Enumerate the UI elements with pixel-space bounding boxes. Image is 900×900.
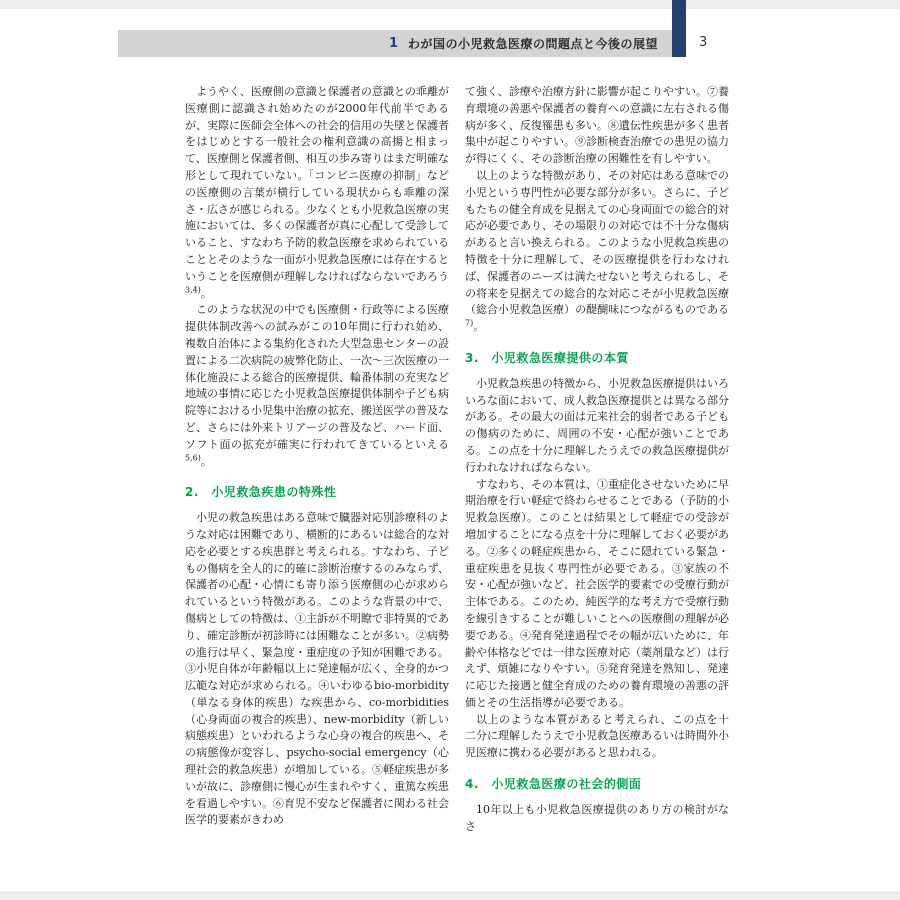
page-edge-bottom xyxy=(0,891,900,900)
paragraph-tail: 。 xyxy=(200,286,212,300)
paragraph-system-improvement xyxy=(185,302,449,470)
chapter-header-band xyxy=(118,30,672,57)
paragraph-disease-characteristics-continued: て強く、診療や治療方針に影響が起こりやすい。⑦養育環境の善悪や保護者の養育への意識に左右される傷病が多く、反復罹患も多い。⑧遺伝性疾患が多く患者集中が起こりやすい。⑨診断検査治療での患児の協力が得にくく、その診断治療の困難性を有しやすい。 xyxy=(465,85,729,166)
reference-marker: 7) xyxy=(465,318,474,328)
chapter-index-bar xyxy=(672,0,686,57)
paragraph-characteristics-summary xyxy=(465,168,729,336)
text-column-right xyxy=(465,84,729,854)
paragraph-text: 以上のような特徴があり、その対応はある意味での小児という専門性が必要な部分が多い。さらに、子どもたちの健全育成を見据えての心身両面での総合的対応が必要であり、その場限りの対応では不十分な傷病があると言い換えられる。このような小児救急疾患の特徴を十分に理解して、その医療提供を行わなければ、保護者のニーズは満たせないと考えられるし、その将来を見据えての総合的な対応こそが小児救急医療（総合小児救急医療）の醍醐味につながるものである xyxy=(465,168,729,317)
section-heading-2: 2. 小児救急疾患の特殊性 xyxy=(185,485,337,500)
paragraph-tail: 。 xyxy=(200,454,212,468)
paragraph-essence-conclusion: 以上のような本質があると考えられ、この点を十二分に理解したうえで小児救急医療あるいは時間外小児医療に携わる必要があると思われる。 xyxy=(465,712,729,760)
text-column-left xyxy=(185,84,449,854)
paragraph-social-aspect: 10年以上も小児救急医療提供のあり方の検討がなさ xyxy=(465,802,729,833)
section-heading-4: 4. 小児救急医療の社会的側面 xyxy=(465,777,642,792)
paragraph-text: このような状況の中でも医療側・行政等による医療提供体制改善への試みがこの10年間に行われ始め、複数自治体による集約化された大型急患センターの設置による二次病院の疲弊化防止、一次〜三次医療の一体化施設による総合的医療提供、輪番体制の充実など地域の事情に応じた小児救急医療提供体制や子ども病院等における小児集中治療の拡充、搬送医学の普及など、さらには外来トリアージの普及など、ハード面、ソフト面の拡充が確実に行われてきているといえる xyxy=(185,303,449,451)
page-number: 3 xyxy=(699,35,708,50)
page-edge-top xyxy=(0,0,900,9)
chapter-number: 1 xyxy=(388,36,398,51)
paragraph-essence-points: すなわち、その本質は、①重症化させないために早期治療を行い軽症で終わらせることである（予防的小児救急医療）。このことは結果として軽症での受診が増加することになる点を十分に理解しておく必要がある。②多くの軽症疾患から、そこに隠れている緊急・重症疾患を見抜く専門性が必要である。③家族の不安・心配が強いなど、社会医学的要素での受療行動が主体である。このため、純医学的な考え方で受療行動を線引きすることが難しいことへの医療側の理解が必要である。④発育発達過程でその幅が広いために、年齢や体格などでは一律な医療対応（薬剤量など）は行えず、煩雑になりやすい。⑤発育発達を熟知し、発達に応じた接遇と健全育成のための養育環境の善悪の評価とその生活指導が必要である。 xyxy=(465,477,729,709)
paragraph-tail: 。 xyxy=(473,320,485,334)
paragraph-awareness-gap xyxy=(185,84,449,302)
two-column-text-body xyxy=(185,84,729,854)
paragraph-disease-characteristics: 小児の救急疾患はある意味で臓器対応別診療科のような対応は困難であり、横断的にあるいは総合的な対応を必要とする疾患群と考えられる。すなわち、子どもの傷病を全人的に的確に診断治療するのみならず、保護者の心配・心情にも寄り添う医療側の心が求められているという特徴がある。このような背景の中で、傷病としての特徴は、①主訴が不明瞭で非特異的であり、確定診断が初診時には困難なことが多い。②病勢の進行は早く、緊急度・重症度の予知が困難である。③小児自体が年齢幅以上に発達幅が広く、全身的かつ広範な対応が求められる。④いわゆるbio-morbidity（単なる身体的疾患）な疾患から、co-morbidities（心身両面の複合的疾患）、new-morbidity（新しい病態疾患）といわれるような心身の複合的疾患へ、その病態像が変容し、psycho-social emergency（心理社会的救急疾患）が増加している。⑤軽症疾患が多いが故に、診療側に慢心が生まれやすく、重篤な疾患を看過しやすい。⑥育児不安など保護者に関わる社会医学的要素がきわめ xyxy=(185,511,449,827)
section-heading-3: 3. 小児救急医療提供の本質 xyxy=(465,350,629,365)
paragraph-text: ようやく、医療側の意識と保護者の意識との乖離が医療側に認識され始めたのが2000年代前半であるが、実際に医師会全体への社会的信用の失墜と保護者をはじめとする一般社会の権利意識の高揚と相まって、医療側と保護者側、相互の歩み寄りはまだ明確な形として現れていない。「コンビニ医療の抑制」などの医療側の言葉が横行している現状からも乖離の深さ・広さが感じられる。少なくとも小児救急医療の実施においては、多くの保護者が真に心配して受診していること、すなわち予防的救急医療を求められていることとそのような一面が小児救急医療には存在するということを医療側が理解しなければならないであろう xyxy=(185,85,449,283)
reference-marker: 3,4) xyxy=(185,284,201,294)
paragraph-essence-intro: 小児救急疾患の特徴から、小児救急医療提供はいろいろな面において、成人救急医療提供とは異なる部分がある。その最大の面は元来社会的弱者である子どもの傷病のために、周囲の不安・心配が強いことである。この点を十分に理解したうえでの救急医療提供が行われなければならない。 xyxy=(465,376,729,474)
chapter-title: わが国の小児救急医療の問題点と今後の展望 xyxy=(407,37,658,51)
reference-marker: 5,6) xyxy=(185,452,201,462)
